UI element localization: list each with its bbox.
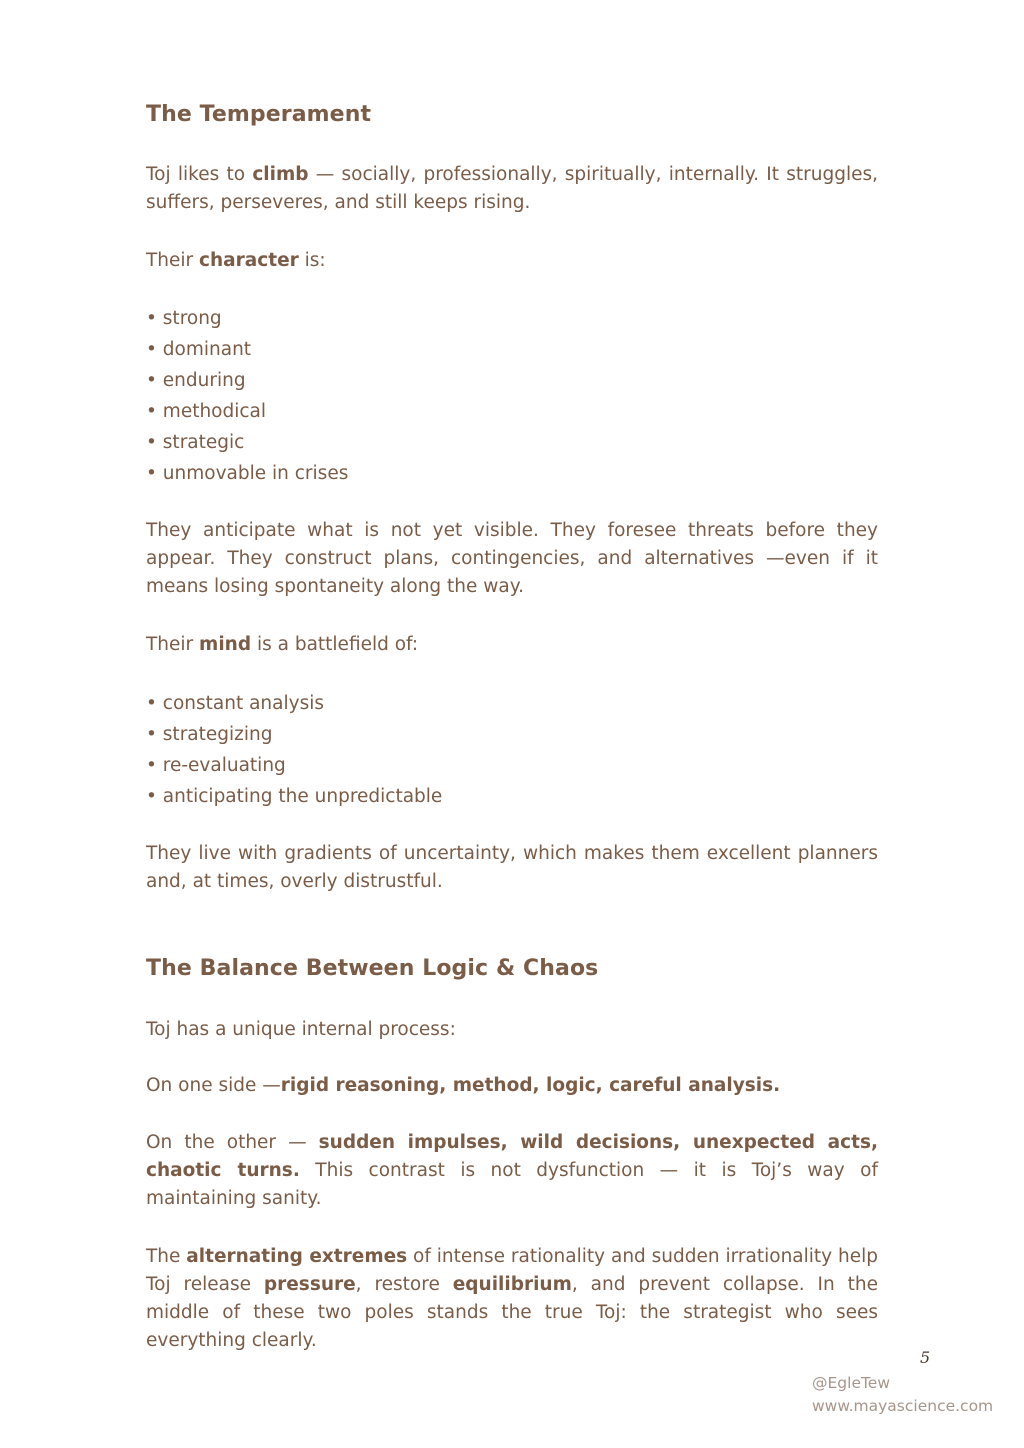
emphasis-alternating-extremes: alternating extremes [186, 1246, 408, 1267]
list-item: • anticipating the unpredictable [146, 781, 442, 812]
page-number: 5 [920, 1348, 931, 1367]
footer-credits [812, 1372, 993, 1418]
author-handle: @EgleTew [812, 1374, 891, 1392]
list-item: • strategic [146, 427, 348, 458]
emphasis-rigid-reasoning: rigid reasoning, method, logic, careful analysis. [280, 1075, 781, 1096]
paragraph-mind: Their mind is a battlefield of: [146, 634, 419, 655]
emphasis-pressure: pressure [263, 1274, 356, 1295]
paragraph-other-side: On the other — sudden impulses, wild decisions, unexpected acts, chaotic turns. This contrast is not dysfunction — it is Toj’s way of maintaining sanity. [146, 1132, 878, 1209]
list-item: • strategizing [146, 719, 442, 750]
section-title-temperament: The Temperament [146, 102, 372, 127]
emphasis-equilibrium: equilibrium [452, 1274, 572, 1295]
emphasis-mind: mind [199, 634, 252, 655]
paragraph-one-side: On one side —rigid reasoning, method, logic, careful analysis. [146, 1075, 781, 1096]
list-item: • enduring [146, 365, 348, 396]
list-item: • strong [146, 303, 348, 334]
paragraph-anticipate: They anticipate what is not yet visible. They foresee threats before they appear. They construct plans, contingencies, and alternatives —even if it means losing spontaneity along the way. [146, 520, 878, 597]
website-link[interactable]: www.mayascience.com [812, 1397, 994, 1415]
emphasis-sudden-impulses: sudden impulses, wild decisions, unexpected acts, chaotic turns. [146, 1132, 878, 1181]
paragraph-character: Their character is: [146, 250, 326, 271]
trait-list [146, 303, 348, 489]
list-item: • re-evaluating [146, 750, 442, 781]
paragraph-extremes: The alternating extremes of intense rationality and sudden irrationality help Toj release pressure, restore equilibrium, and prevent collapse. In the middle of these two poles stands the true Toj: the strategist who sees everything clearly. [146, 1246, 879, 1351]
paragraph-climb: Toj likes to climb — socially, professionally, spiritually, internally. It struggles, suffers, perseveres, and still keeps rising. [146, 164, 879, 213]
paragraph-gradients: They live with gradients of uncertainty, which makes them excellent planners and, at times, overly distrustful. [146, 843, 878, 892]
list-item: • unmovable in crises [146, 458, 348, 489]
emphasis-character: character [199, 250, 299, 271]
list-item: • methodical [146, 396, 348, 427]
list-item: • dominant [146, 334, 348, 365]
section-title-balance: The Balance Between Logic & Chaos [146, 956, 599, 981]
mind-list [146, 688, 442, 812]
paragraph-process: Toj has a unique internal process: [146, 1019, 456, 1040]
list-item: • constant analysis [146, 688, 442, 719]
emphasis-climb: climb [252, 164, 309, 185]
